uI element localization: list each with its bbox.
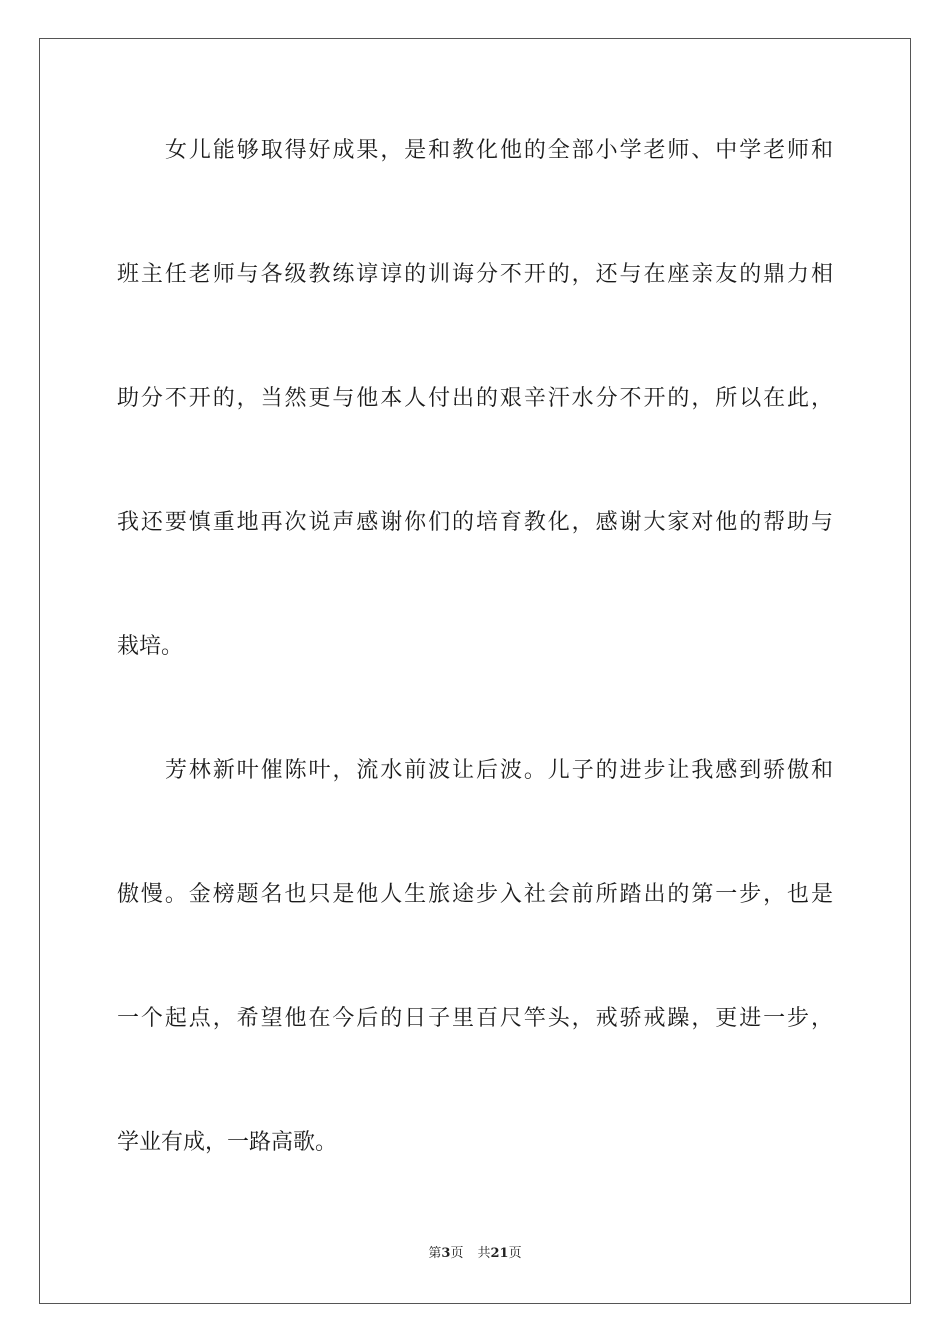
paragraph-2-line-4: 学业有成，一路高歌。	[117, 1130, 338, 1155]
paragraph-2-line-2: 傲慢。金榜题名也只是他人生旅途步入社会前所踏出的第一步，也是	[117, 882, 833, 907]
page-number: 3	[441, 1246, 451, 1261]
total-suffix: 页	[508, 1246, 522, 1261]
page-footer	[0, 1245, 950, 1263]
total-prefix: 共	[477, 1246, 491, 1261]
paragraph-1-line-4: 我还要慎重地再次说声感谢你们的培育教化，感谢大家对他的帮助与	[117, 510, 833, 535]
paragraph-2-line-3: 一个起点，希望他在今后的日子里百尺竿头，戒骄戒躁，更进一步，	[117, 1006, 833, 1031]
paragraph-1-line-2: 班主任老师与各级教练谆谆的训诲分不开的，还与在座亲友的鼎力相	[117, 262, 833, 287]
paragraph-1-line-1: 女儿能够取得好成果，是和教化他的全部小学老师、中学老师和	[165, 138, 833, 163]
paragraph-1-line-5: 栽培。	[117, 634, 184, 659]
total-pages: 21	[490, 1246, 509, 1261]
paragraph-1-line-3: 助分不开的，当然更与他本人付出的艰辛汗水分不开的，所以在此，	[117, 386, 833, 411]
page-border	[39, 38, 911, 1304]
paragraph-2-line-1: 芳林新叶催陈叶，流水前波让后波。儿子的进步让我感到骄傲和	[165, 758, 833, 783]
page-suffix: 页	[450, 1246, 464, 1261]
page-prefix: 第	[428, 1246, 442, 1261]
